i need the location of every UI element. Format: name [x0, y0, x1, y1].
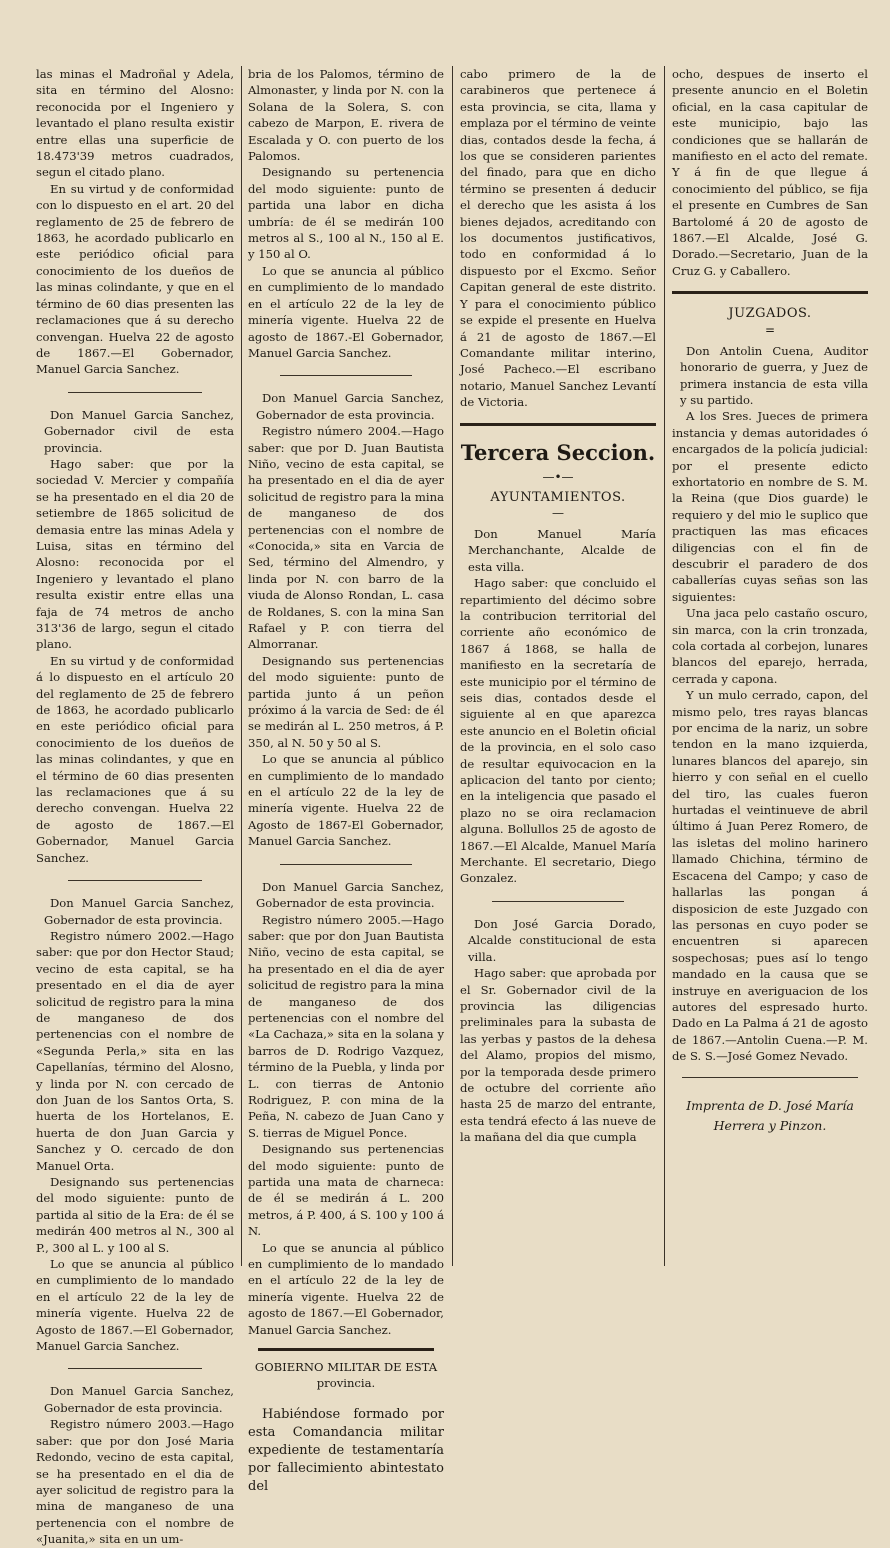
divider: [682, 1077, 858, 1078]
paragraph: cabo primero de la de carabineros que pertenece á esta provincia, se cita, llama y emplaza por el término de veinte dias, contados desde la fecha, á los que se consideren parientes del finado, para que en dicho término se presenten á deducir el derecho que les asista á los bienes dejados, acreditando con los documentos justificativos, todo en conformidad á lo dispuesto por el Excmo. Señor Capitan general de este distrito. Y para el conocimiento público se expide el presente en Huelva á 21 de agosto de 1867.—El Comandante militar interino, José Pacheco.—El escribano notario, Manuel Sanchez Levantí de Victoria.: [460, 67, 656, 410]
divider: [280, 864, 412, 865]
paragraph: Registro número 2004.—Hago saber: que por D. Juan Bautista Niño, vecino de esta capital, se ha presentado en el dia de ayer solicitud de registro para la mina de manganeso de dos pertenencias con el nombre de «Conocida,» sita en Varcia de Sed, término del Almendro, y linda por N. con barro de la viuda de Alonso Rondan, L. casa de Roldanes, S. con la mina San Rafael y P. con tierra del Almorranar.: [248, 424, 444, 652]
ornament: —: [552, 505, 564, 520]
section-divider: [460, 423, 656, 426]
paragraph: Lo que se anuncia al público en cumplimiento de lo mandado en el artículo 22 de la ley de minería vigente. Huelva 22 de agosto de 1867.-El Gobernador, Manuel Garcia Sanchez.: [248, 263, 444, 360]
paragraph: A los Sres. Jueces de primera instancia y demas autoridades ó encargados de la policía judicial: por el presente edicto exhortatorio en nombre de S. M. la Reina (que Dios guarde) le requiero y del mio le suplico que practiquen las mas eficaces diligencias con el fin de descubrir el paradero de dos caballerías cuyas señas son las siguientes:: [672, 409, 868, 604]
divider: [280, 375, 412, 376]
divider: [492, 901, 624, 902]
section-divider: [258, 1348, 434, 1351]
paragraph: En su virtud y de conformidad con lo dispuesto en el art. 20 del reglamento de 25 de febrero de 1863, he acordado publicarlo en este periódico oficial para conocimiento de los dueños de las minas colindante, y que en el término de 60 dias presenten las reclamaciones que á su derecho convengan. Huelva 22 de agosto de 1867.—El Gobernador, Manuel Garcia Sanchez.: [36, 181, 234, 377]
paragraph: ocho, despues de inserto el presente anuncio en el Boletin oficial, en la casa capitular de este municipio, bajo las condiciones que se hallarán de manifiesto en el acto del remate. Y á fin de que llegue á conocimiento del público, se fija el presente en Cumbres de San Bartolomé á 20 de agosto de 1867.—El Alcalde, José G. Dorado.—Secretario, Juan de la Cruz G. y Caballero.: [672, 67, 868, 278]
ornament: =: [764, 322, 776, 337]
paragraph: En su virtud y de conformidad á lo dispuesto en el artículo 20 del reglamento de 25 de febrero de 1863, he acordado publicarlo en este periódico oficial para conocimiento de los dueños de las minas colindantes, y que en el término de 60 dias presenten las reclamaciones que á su derecho convengan. Huelva 22 de agosto de 1867.—El Gobernador, Manuel Garcia Sanchez.: [36, 653, 234, 865]
column-3: [460, 66, 656, 1280]
paragraph: Lo que se anuncia al público en cumplimiento de lo mandado en el artículo 22 de la ley de minería vigente. Huelva 22 de Agosto de 1867.—El Gobernador, Manuel Garcia Sanchez.: [36, 1257, 234, 1354]
column-divider: [452, 66, 453, 1266]
paragraph: Designando sus pertenencias del modo siguiente: punto de partida junto á un peñon próximo á la varcia de Sed: de él se medirán al L. 250 metros, á P. 350, al N. 50 y 50 al S.: [248, 653, 444, 750]
paragraph: Registro número 2003.—Hago saber: que por don José Maria Redondo, vecino de esta capital, se ha presentado en el dia de ayer solicitud de registro para la mina de manganeso de una pertenencia con el nombre de «Juanita,» sita en un um-: [36, 1417, 234, 1547]
imprint-line: Herrera y Pinzon.: [713, 1117, 827, 1133]
notice-heading: Don Antolin Cuena, Auditor honorario de guerra, y Juez de primera instancia de esta villa y su partido.: [680, 343, 868, 407]
paragraph: Designando su pertenencia del modo siguiente: punto de partida una labor en dicha umbría: de él se medirán 100 metros al S., 100 al N., 150 al E. y 150 al O.: [248, 165, 444, 262]
subsection-title: AYUNTAMIENTOS.: [490, 489, 626, 505]
notice-heading: Don Manuel Garcia Sanchez, Gobernador de esta provincia.: [256, 879, 444, 911]
paragraph: Hago saber: que aprobada por el Sr. Gobernador civil de la provincia las diligencias preliminales para la subasta de las yerbas y pastos de la dehesa del Alamo, propios del mismo, por la temporada desde primero de octubre del corriente año hasta 25 de marzo del entrante, esta tendrá efecto á las nueve de la mañana del dia que cumpla: [460, 966, 656, 1145]
paragraph: las minas el Madroñal y Adela, sita en término del Alosno: reconocida por el Ingeniero y levantado el plano resulta existir entre ellas una superficie de 18.473'39 metros cuadrados, segun el citado plano.: [36, 67, 234, 180]
paragraph: Una jaca pelo castaño oscuro, sin marca, con la crin tronzada, cola cortada al corbejon, lunares blancos del eparejo, herrada, cerrada y capona.: [672, 606, 868, 686]
column-divider: [664, 66, 665, 1266]
paragraph: Designando sus pertenencias del modo siguiente: punto de partida una mata de charneca: de él se medirán á L. 200 metros, á P. 400, á S. 100 y 100 á N.: [248, 1142, 444, 1239]
section-heading: GOBIERNO MILITAR DE ESTA: [254, 1360, 438, 1375]
paragraph: Registro número 2002.—Hago saber: que por don Hector Staud; vecino de esta capital, se ha presentado en el dia de ayer solicitud de registro para la mina de manganeso de dos pertenencias con el nombre de «Segunda Perla,» sita en las Capellanías, término del Alosno, y linda por N. con cercado de don Juan de los Santos Orta, S. huerta de los Hortelanos, E. huerta de don Juan Garcia y Sanchez y O. cercado de don Manuel Orta.: [36, 928, 234, 1173]
column-divider: [241, 66, 242, 1266]
spacer: [248, 1392, 444, 1406]
paragraph: Lo que se anuncia al público en cumplimiento de lo mandado en el artículo 22 de la ley de minería vigente. Huelva 22 de agosto de 1867.—El Gobernador, Manuel Garcia Sanchez.: [248, 1240, 444, 1337]
section-title: JUZGADOS.: [728, 306, 812, 322]
notice-heading: Don Manuel Garcia Sanchez, Gobernador de esta provincia.: [44, 896, 234, 927]
section-title: Tercera Seccion.: [460, 439, 656, 465]
paragraph: Hago saber: que por la sociedad V. Mercier y compañía se ha presentado en el dia 20 de setiembre de 1865 solicitud de demasia entre las minas Adela y Luisa, sitas en término del Alosno: reconocida por el Ingeniero y levantado el plano resulta existir entre ellas una faja de 74 metros de ancho 313'36 de largo, segun el citado plano.: [36, 456, 234, 652]
paragraph: Hago saber: que concluido el repartimiento del décimo sobre la contribucion territorial del corriente año económico de 1867 á 1868, se halla de manifiesto en la secretaría de este municipio por el término de seis dias, contados desde el siguiente al en que aparezca este anuncio en el Boletin oficial de la provincia, en el solo caso de resultar equivocacion en la aplicacion del tanto por ciento; en la inteligencia que pasado el plazo no se oira reclamacion alguna. Bollullos 25 de agosto de 1867.—El Alcalde, Manuel María Merchante. El secretario, Diego Gonzalez.: [460, 576, 656, 886]
paragraph: Registro número 2005.—Hago saber: que por don Juan Bautista Niño, vecino de esta capital, se ha presentado en el dia de ayer solicitud de registro para la mina de manganeso de dos pertenencias con el nombre del «La Cachaza,» sita en la solana y barros de D. Rodrigo Vazquez, término de la Puebla, y linda por L. con tierras de Antonio Rodriguez, P. con mina de la Peña, N. cabezo de Juan Cano y S. tierras de Miguel Ponce.: [248, 912, 444, 1140]
section-divider: [672, 291, 868, 294]
paragraph: Designando sus pertenencias del modo siguiente: punto de partida al sitio de la Era: de él se medirán 400 metros al N., 300 al P., 300 al L. y 100 al S.: [36, 1175, 234, 1255]
paragraph: Y un mulo cerrado, capon, del mismo pelo, tres rayas blancas por encima de la nariz, un sobre tendon en la mano izquierda, lunares blancos del aparejo, sin hierro y con señal en el cuello del tiro, las cuales fueron hurtadas el veintinueve de abril último á Juan Perez Romero, de las isletas del molino harinero llamado Chichina, término de Escacena del Campo; y caso de hallarlas las pongan á disposicion de este Juzgado con las personas en cuyo poder se encuentren si aparecen sospechosas; pues así lo tengo mandado en la causa que se instruye en averiguacion de los autores del espresado hurto. Dado en La Palma á 21 de agosto de 1867.—Antolin Cuena.—P. M. de S. S.—José Gomez Nevado.: [672, 688, 869, 1064]
section-subheading: provincia.: [316, 1376, 376, 1391]
notice-heading: Don Manuel Garcia Sanchez, Gobernador de esta provincia.: [256, 391, 444, 422]
column-1: [36, 66, 234, 1547]
notice-heading: Don Manuel Garcia Sanchez, Gobernador civil de esta provincia.: [44, 407, 234, 455]
paragraph: bria de los Palomos, término de Almonaster, y linda por N. con la Solana de la Solera, S. con cabezo de Marpon, E. rivera de Escalada y O. con puerto de los Palomos.: [248, 67, 444, 164]
divider: [68, 880, 202, 881]
notice-heading: Don Manuel Garcia Sanchez, Gobernador de esta provincia.: [44, 1384, 234, 1415]
paragraph: Habiéndose formado por esta Comandancia militar expediente de testamentaría por fallecimiento abintestato del: [248, 1406, 444, 1494]
notice-heading: Don Manuel María Merchanchante, Alcalde de esta villa.: [468, 526, 656, 574]
divider: [68, 392, 202, 393]
column-2: [248, 66, 444, 1494]
divider: [68, 1368, 202, 1369]
imprint-line: Imprenta de D. José María: [686, 1097, 854, 1113]
ornament: —•—: [542, 469, 574, 484]
column-4: [672, 66, 868, 1280]
paragraph: Lo que se anuncia al público en cumplimiento de lo mandado en el artículo 22 de la ley de minería vigente. Huelva 22 de Agosto de 1867-El Gobernador, Manuel Garcia Sanchez.: [248, 752, 444, 849]
notice-heading: Don José Garcia Dorado, Alcalde constitucional de esta villa.: [468, 916, 656, 964]
